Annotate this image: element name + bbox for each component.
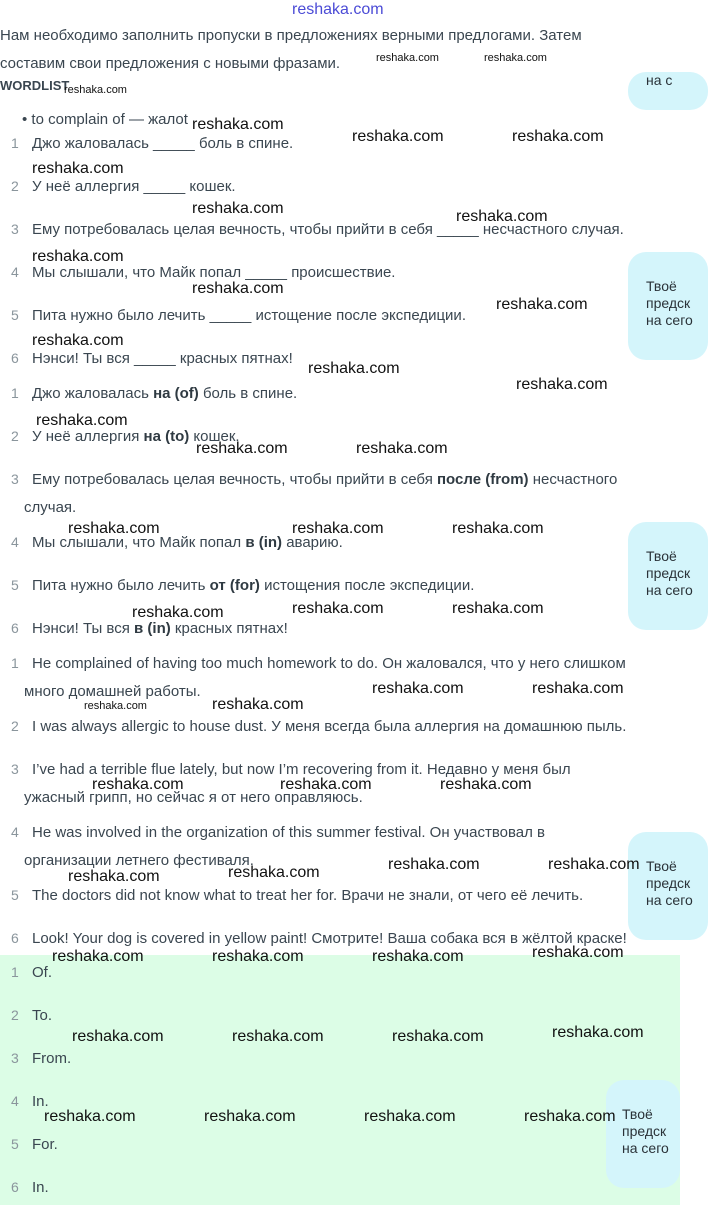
row-text xyxy=(32,620,288,637)
answer-preposition: в (in) xyxy=(134,620,171,637)
row-number: 6 xyxy=(11,620,19,636)
answer-pre: Пита нужно было лечить xyxy=(32,577,210,594)
row-text xyxy=(32,577,474,594)
row-number: 5 xyxy=(11,1136,19,1152)
watermark: reshaka.com xyxy=(524,1108,616,1125)
popup-line: предск xyxy=(646,875,691,891)
watermark: reshaka.com xyxy=(84,700,147,712)
answer-post: красных пятнах! xyxy=(170,620,288,637)
watermark: reshaka.com xyxy=(548,856,640,873)
answer-preposition: на (to) xyxy=(143,428,190,445)
answer-pre: У неё аллергия xyxy=(32,428,144,445)
row-text-continued: случая. xyxy=(24,499,77,516)
row-number: 5 xyxy=(11,887,19,903)
row-number: 5 xyxy=(11,307,19,323)
row-number: 6 xyxy=(11,930,19,946)
popup-line: на сего xyxy=(646,582,693,598)
popup-line: Твоё xyxy=(646,858,677,874)
row-number: 3 xyxy=(11,1050,19,1066)
row-text-continued: организации летнего фестиваля. xyxy=(24,852,254,869)
watermark: reshaka.com xyxy=(92,776,184,793)
row-number: 2 xyxy=(11,718,19,734)
watermark: reshaka.com xyxy=(212,948,304,965)
watermark: reshaka.com xyxy=(52,948,144,965)
watermark: reshaka.com xyxy=(132,604,224,621)
task-instructions xyxy=(0,22,660,78)
row-number: 4 xyxy=(11,824,19,840)
row-number: 2 xyxy=(11,428,19,444)
row-text: Look! Your dog is covered in yellow paint! Смотрите! Ваша собака вся в жёлтой краске! xyxy=(32,930,627,947)
answer-pre: Нэнси! Ты вся xyxy=(32,620,135,637)
row-text: Of. xyxy=(32,964,53,981)
watermark: reshaka.com xyxy=(512,128,604,145)
row-number: 6 xyxy=(11,1179,19,1195)
cut-off-line: • to complain of — жалоt xyxy=(22,111,188,128)
watermark: reshaka.com xyxy=(68,868,160,885)
watermark: reshaka.com xyxy=(452,600,544,617)
popup-line: предск xyxy=(646,295,691,311)
watermark: reshaka.com xyxy=(292,600,384,617)
row-number: 3 xyxy=(11,761,19,777)
watermark: reshaka.com xyxy=(352,128,444,145)
watermark: reshaka.com xyxy=(496,296,588,313)
watermark: reshaka.com xyxy=(32,248,124,265)
row-text: For. xyxy=(32,1136,58,1153)
watermark: reshaka.com xyxy=(32,332,124,349)
watermark: reshaka.com xyxy=(516,376,608,393)
row-number: 3 xyxy=(11,221,19,237)
side-popup[interactable] xyxy=(628,522,708,630)
watermark: reshaka.com xyxy=(372,680,464,697)
watermark: reshaka.com xyxy=(68,520,160,537)
watermark: reshaka.com xyxy=(64,84,127,96)
row-text: In. xyxy=(32,1179,49,1196)
row-text xyxy=(32,385,297,402)
watermark: reshaka.com xyxy=(452,520,544,537)
answer-preposition: в (in) xyxy=(245,534,283,551)
row-number: 1 xyxy=(11,964,19,980)
watermark: reshaka.com xyxy=(32,160,124,177)
answer-post: несчастного xyxy=(528,471,618,488)
row-text-continued: ужасный грипп, но сейчас я от него оправляюсь. xyxy=(24,789,363,806)
answer-post: истощения после экспедиции. xyxy=(259,577,475,594)
side-popup[interactable] xyxy=(628,832,708,940)
row-text: Ему потребовалась целая вечность, чтобы прийти в себя _____ несчастного случая. xyxy=(32,221,624,238)
watermark: reshaka.com xyxy=(36,412,128,429)
watermark: reshaka.com xyxy=(228,864,320,881)
row-number: 1 xyxy=(11,135,19,151)
popup-text: на с xyxy=(646,72,673,88)
answer-pre: Джо жаловалась xyxy=(32,385,154,402)
watermark: reshaka.com xyxy=(192,116,284,133)
row-number: 4 xyxy=(11,534,19,550)
intro-line-1: Нам необходимо заполнить пропуски в предложениях верными предлогами. Затем xyxy=(0,27,582,44)
watermark: reshaka.com xyxy=(552,1024,644,1041)
watermark: reshaka.com xyxy=(456,208,548,225)
row-text: I’ve had a terrible flue lately, but now I’m recovering from it. Недавно у меня был xyxy=(32,761,571,778)
row-number: 1 xyxy=(11,655,19,671)
site-title[interactable]: reshaka.com xyxy=(292,1,384,18)
watermark: reshaka.com xyxy=(532,944,624,961)
answer-pre: Мы слышали, что Майк попал xyxy=(32,534,246,551)
watermark: reshaka.com xyxy=(532,680,624,697)
watermark: reshaka.com xyxy=(308,360,400,377)
row-text: Мы слышали, что Майк попал _____ происшествие. xyxy=(32,264,396,281)
popup-line: на сего xyxy=(646,892,693,908)
row-text: The doctors did not know what to treat her for. Врачи не знали, от чего её лечить. xyxy=(32,887,584,904)
row-number: 1 xyxy=(11,385,19,401)
row-number: 5 xyxy=(11,577,19,593)
answers-panel xyxy=(0,955,680,1205)
row-text: In. xyxy=(32,1093,49,1110)
row-number: 3 xyxy=(11,471,19,487)
row-number: 2 xyxy=(11,1007,19,1023)
popup-line: Твоё xyxy=(646,278,677,294)
row-text: To. xyxy=(32,1007,53,1024)
row-number: 6 xyxy=(11,350,19,366)
row-text: He was involved in the organization of this summer festival. Он участвовал в xyxy=(32,824,546,841)
row-text: У неё аллергия _____ кошек. xyxy=(32,178,236,195)
answer-preposition: от (for) xyxy=(209,577,260,594)
popup-line: предск xyxy=(646,565,691,581)
row-number: 4 xyxy=(11,1093,19,1109)
side-popup[interactable] xyxy=(628,252,708,360)
row-text: From. xyxy=(32,1050,72,1067)
watermark: reshaka.com xyxy=(280,776,372,793)
row-text xyxy=(32,471,617,488)
watermark: reshaka.com xyxy=(392,1028,484,1045)
side-popup[interactable] xyxy=(606,1080,680,1188)
watermark: reshaka.com xyxy=(292,520,384,537)
row-text: Пита нужно было лечить _____ истощение после экспедиции. xyxy=(32,307,466,324)
intro-line-2: составим свои предложения с новыми фразами. xyxy=(0,55,341,72)
watermark: reshaka.com xyxy=(364,1108,456,1125)
wordlist-heading: WORDLIST xyxy=(0,78,70,93)
answer-post: боль в спине. xyxy=(198,385,298,402)
watermark: reshaka.com xyxy=(484,52,547,64)
popup-line: на сего xyxy=(646,312,693,328)
answer-preposition: после (from) xyxy=(437,471,529,488)
row-text-continued: много домашней работы. xyxy=(24,683,201,700)
watermark: reshaka.com xyxy=(388,856,480,873)
popup-line: на сего xyxy=(622,1140,669,1156)
answer-preposition: на (of) xyxy=(153,385,199,402)
watermark: reshaka.com xyxy=(440,776,532,793)
answer-post: аварию. xyxy=(282,534,343,551)
watermark: reshaka.com xyxy=(212,696,304,713)
row-number: 4 xyxy=(11,264,19,280)
watermark: reshaka.com xyxy=(192,200,284,217)
popup-line: Твоё xyxy=(622,1106,653,1122)
watermark: reshaka.com xyxy=(372,948,464,965)
watermark: reshaka.com xyxy=(196,440,288,457)
popup-line: предск xyxy=(622,1123,667,1139)
side-popup[interactable] xyxy=(628,72,708,110)
watermark: reshaka.com xyxy=(376,52,439,64)
row-number: 2 xyxy=(11,178,19,194)
row-text: Нэнси! Ты вся _____ красных пятнах! xyxy=(32,350,293,367)
row-text: Джо жаловалась _____ боль в спине. xyxy=(32,135,294,152)
answer-pre: Ему потребовалась целая вечность, чтобы прийти в себя xyxy=(32,471,437,488)
watermark: reshaka.com xyxy=(44,1108,136,1125)
watermark: reshaka.com xyxy=(232,1028,324,1045)
watermark: reshaka.com xyxy=(356,440,448,457)
watermark: reshaka.com xyxy=(192,280,284,297)
watermark: reshaka.com xyxy=(204,1108,296,1125)
row-text: I was always allergic to house dust. У меня всегда была аллергия на домашнюю пыль. xyxy=(32,718,627,735)
watermark: reshaka.com xyxy=(72,1028,164,1045)
row-text: He complained of having too much homework to do. Он жаловался, что у него слишком xyxy=(32,655,626,672)
popup-line: Твоё xyxy=(646,548,677,564)
answer-post: кошек. xyxy=(189,428,240,445)
